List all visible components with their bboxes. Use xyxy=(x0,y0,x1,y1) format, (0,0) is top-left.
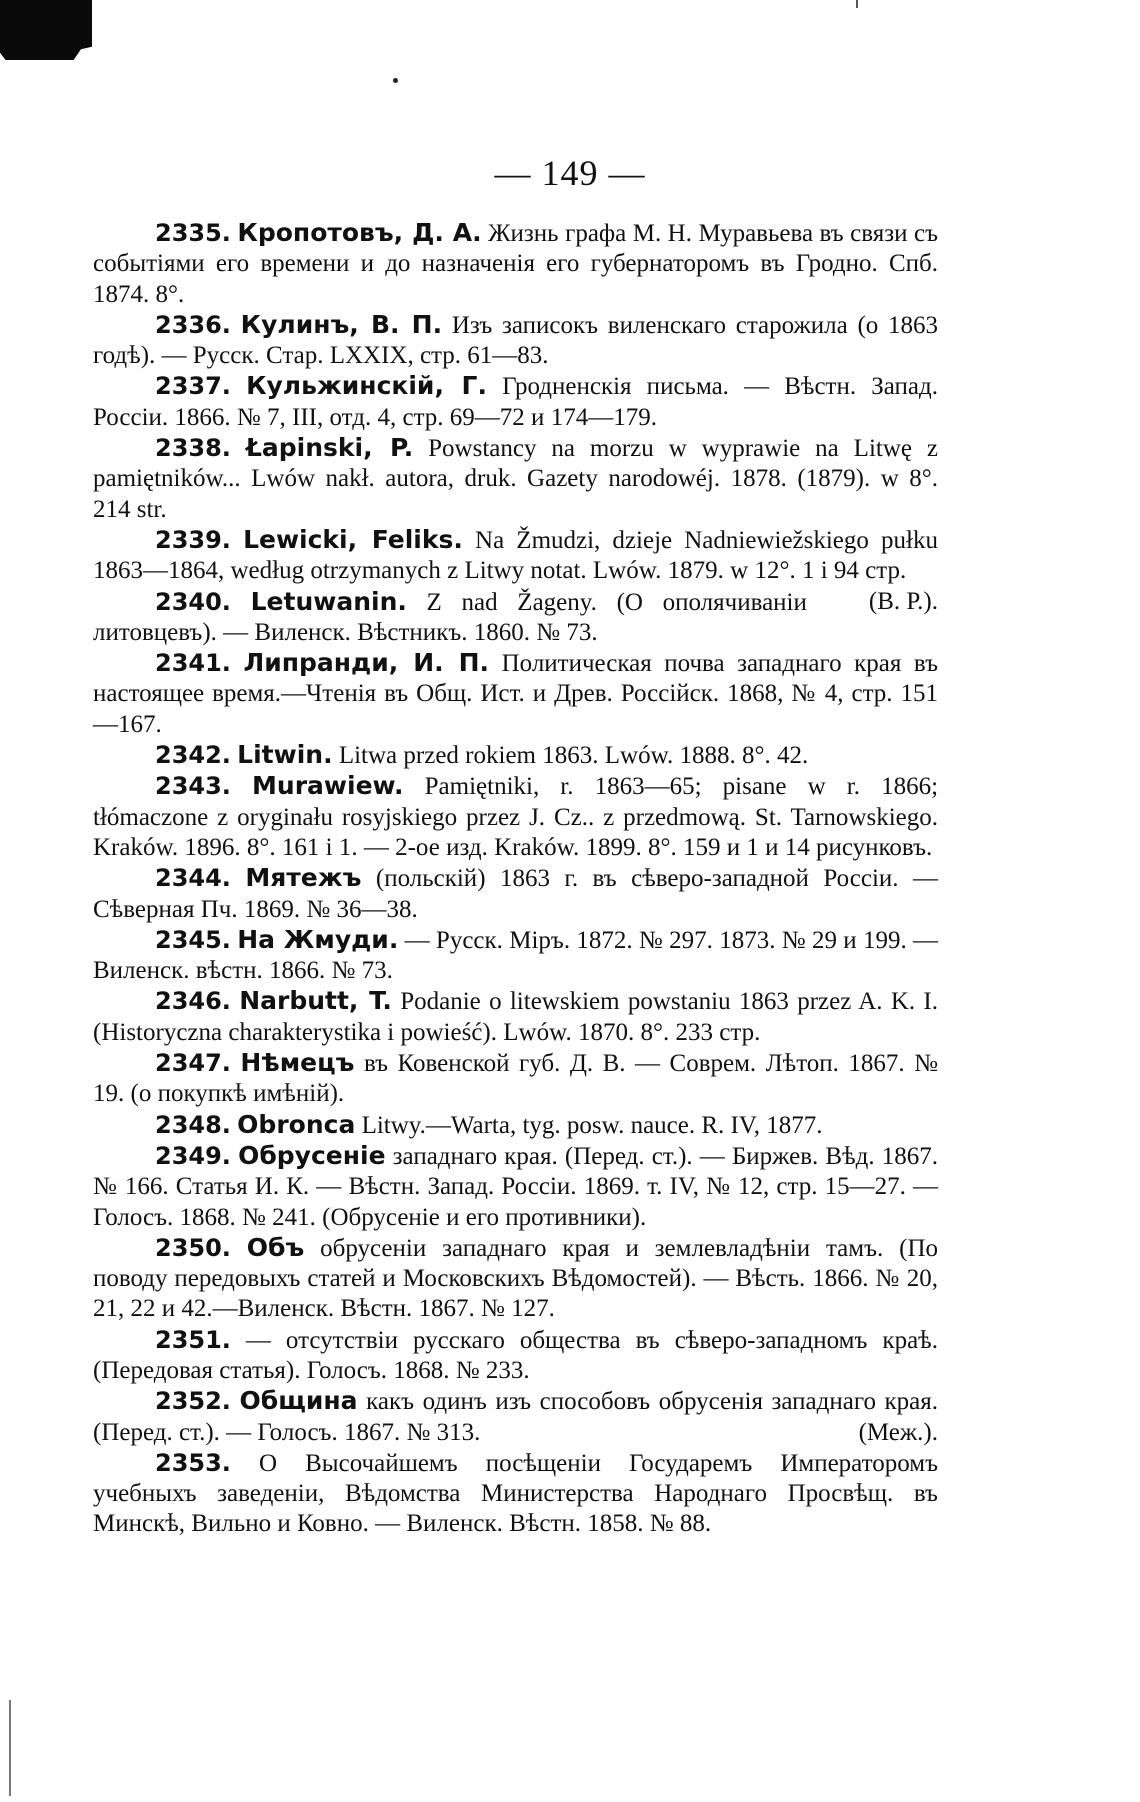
entry-number: 2350. xyxy=(155,1233,231,1262)
entry-author: Обрусенiе xyxy=(238,1140,386,1170)
entry-number: 2342. xyxy=(155,741,231,770)
entry-author: Объ xyxy=(246,1232,305,1262)
entry-text: обрусенiи западнаго края и землевладѣнiи тамъ. (По поводу передовыхъ статей и Московскихъ Вѣдомостей). — Вѣсть. 1866. № 20, 21, 22 и 42.—Виленск. Вѣстн. 1867. № 127. xyxy=(93,1234,938,1323)
entry-author: Мятежъ xyxy=(245,863,362,893)
entry-author: Łapinski, P. xyxy=(245,433,414,463)
entry-number: 2346. xyxy=(155,987,231,1016)
entry-author: Кульжинскiй, Г. xyxy=(246,371,487,401)
bibliography-entry xyxy=(93,1110,938,1141)
entry-number: 2339. xyxy=(155,525,231,554)
entry-text: Litwa przed rokiem 1863. Lwów. 1888. 8°. 42. xyxy=(332,742,809,770)
bibliography-entry xyxy=(93,771,938,863)
entry-text: западнаго края. (Перед. ст.). — Биржев. Вѣд. 1867. № 166. Статья И. К. — Вѣстн. Запад. Россiи. 1869. т. IV, № 12, стр. 15—27. — Голосъ. 1868. № 241. (Обрусенiе и его противники). xyxy=(93,1142,938,1231)
bibliography-entry xyxy=(93,1233,938,1325)
entry-note: (В. Р.). xyxy=(868,587,938,615)
entry-note: (Меж.). xyxy=(858,1418,938,1446)
bibliography-entry xyxy=(93,1141,938,1233)
entry-text: Жизнь графа М. Н. Муравьева въ связи съ событiями его времени и до назначенiя его губернаторомъ въ Гродно. Спб. 1874. 8°. xyxy=(93,220,938,308)
entry-number: 2341. xyxy=(155,649,231,678)
scan-speck xyxy=(393,78,398,83)
entry-author: Litwin. xyxy=(237,740,333,770)
entry-text: (польскiй) 1863 г. въ сѣверо-западной Россiи. — Сѣверная Пч. 1869. № 36—38. xyxy=(93,865,939,923)
entry-text: О Высочайшемъ посѣщенiи Государемъ Императоромъ учебныхъ заведенiи, Вѣдомства Министерства Народнаго Просвѣщ. въ Минскѣ, Вильно и Ковно. — Виленск. Вѣстн. 1858. № 88. xyxy=(93,1449,938,1538)
entry-author: Lewicki, Feliks. xyxy=(243,524,463,554)
entry-text: Политическая почва западнаго края въ настоящее время.—Чтенiя въ Общ. Ист. и Древ. Россiйск. 1868, № 4, стр. 151—167. xyxy=(93,650,939,738)
entry-number: 2336. xyxy=(155,310,231,339)
entry-number: 2345. xyxy=(155,925,231,954)
bibliography-entry xyxy=(93,925,938,987)
bibliography-entry xyxy=(93,371,938,433)
entry-author: Letuwanin. xyxy=(250,586,407,616)
entry-text: Litwy.—Warta, tyg. posw. nauce. R. IV, 1877. xyxy=(355,1111,823,1139)
entry-text: въ Ковенской губ. Д. В. — Соврем. Лѣтоп. 1867. № 19. (о покупкѣ имѣнiй). xyxy=(93,1050,939,1108)
entry-number: 2344. xyxy=(155,864,231,893)
entry-number: 2335. xyxy=(155,219,231,247)
scan-edge-tick xyxy=(856,0,858,8)
entry-text: Z nad Žageny. (О ополячиванiи литовцевъ). — Виленск. Вѣстникъ. 1860. № 73. xyxy=(93,588,807,646)
entry-number: 2353. xyxy=(155,1448,231,1477)
bibliography-entry xyxy=(93,310,938,372)
bibliography-entry xyxy=(93,218,938,310)
entry-author: На Жмуди. xyxy=(237,924,399,954)
entry-text: Podanie o litewskiem powstaniu 1863 przez A. K. I. (Historyczna charakterystika i powieść). Lwów. 1870. 8°. 233 стр. xyxy=(93,988,939,1046)
bibliography-entry xyxy=(93,740,938,771)
scan-corner-mark xyxy=(0,0,92,60)
entry-number: 2348. xyxy=(155,1110,231,1139)
entry-number: 2349. xyxy=(155,1141,231,1170)
entry-number: 2337. xyxy=(155,372,231,401)
entry-author: Нѣмецъ xyxy=(240,1048,355,1078)
entry-author: Murawiew. xyxy=(252,771,404,801)
entry-text: — Русск. Мiръ. 1872. № 297. 1873. № 29 и 199. — Виленск. вѣстн. 1866. № 73. xyxy=(93,926,938,985)
entry-author: Obronca xyxy=(237,1109,356,1139)
entry-text: Pamiętniki, r. 1863—65; pisane w r. 1866; tłómaczone z oryginału rosyjskiego przez J. Cz.. z przedmową. St. Tarnowskiego. Kraków. 1896. 8°. 161 i 1. — 2-ое изд. Kraków. 1899. 8°. 159 и 1 и 14 рисунковъ. xyxy=(93,773,939,861)
entry-author: Община xyxy=(239,1386,358,1416)
entry-number: 2347. xyxy=(155,1049,231,1078)
entry-author: Липранди, И. П. xyxy=(243,648,490,678)
entry-text: Na Žmudzi, dzieje Nadniewiežskiego pułku 1863—1864, według otrzymanych z Litwy notat. Lwów. 1879. w 12°. 1 i 94 стр. xyxy=(93,526,938,585)
bibliography-entry xyxy=(93,1325,938,1387)
entry-author: Кулинъ, В. П. xyxy=(240,309,443,339)
entry-number: 2340. xyxy=(155,587,231,616)
entry-text: Powstancy na morzu w wyprawie na Litwę z pamiętników... Lwów nakł. autora, druk. Gazety narodowéj. 1878. (1879). w 8°. 214 str. xyxy=(93,435,939,523)
entry-number: 2351. xyxy=(155,1325,231,1354)
bibliography-entry xyxy=(93,648,938,740)
bibliography-entry xyxy=(93,1448,938,1540)
bibliography-entry xyxy=(93,1048,938,1110)
entry-author: Narbutt, T. xyxy=(239,986,392,1016)
entry-number: 2352. xyxy=(155,1387,231,1416)
page-number: — 149 — xyxy=(494,153,646,193)
entry-text: Гродненскiя письма. — Вѣстн. Запад. Россiи. 1866. № 7, III, отд. 4, стр. 69—72 и 174—179. xyxy=(93,373,938,431)
entry-text: Изъ записокъ виленскаго старожила (о 1863 годѣ). — Русск. Стар. LXXIX, стр. 61—83. xyxy=(93,311,939,370)
entry-number: 2343. xyxy=(155,772,231,801)
entry-text: — отсутствiи русскаго общества въ сѣверо-западномъ краѣ. (Передовая статья). Голосъ. 1868. № 233. xyxy=(93,1326,938,1384)
bibliography-entry xyxy=(93,433,938,525)
bibliography-entries xyxy=(93,218,938,1540)
entry-author: Кропотовъ, Д. А. xyxy=(237,218,482,247)
scan-edge-rule xyxy=(9,1700,11,1796)
bibliography-entry xyxy=(93,863,938,925)
bibliography-entry xyxy=(93,986,938,1048)
entry-number: 2338. xyxy=(155,434,231,463)
bibliography-entry xyxy=(93,1386,938,1448)
entry-text: какъ одинъ изъ способовъ обрусенiя западнаго края. (Перед. ст.). — Голосъ. 1867. № 313. xyxy=(93,1388,939,1446)
